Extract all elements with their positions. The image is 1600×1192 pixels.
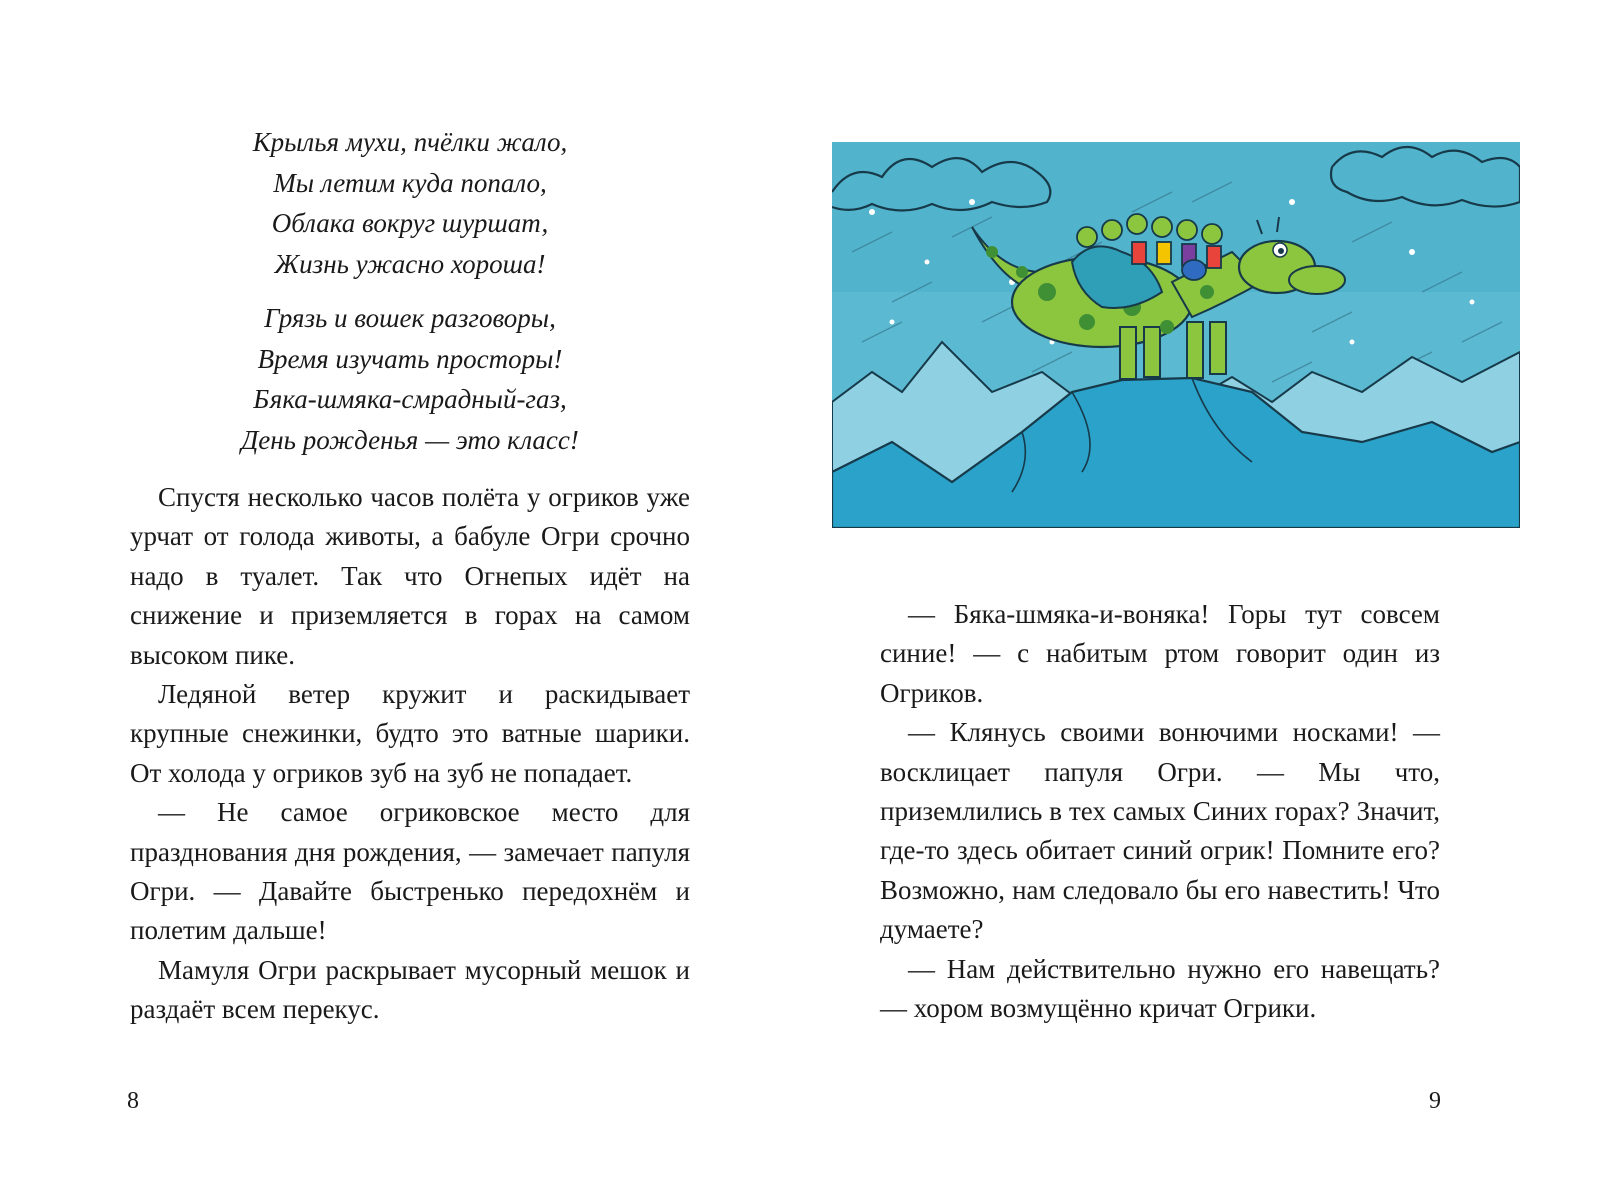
poem-line: Грязь и вошек разговоры, — [264, 303, 556, 333]
paragraph: — Не самое огриковское место для празднования дня рождения, — замечает папуля Огри. — Давайте быстренько передохнём и полетим дальше! — [130, 797, 690, 946]
paragraph: — Клянусь своими вонючими носками! — восклицает папуля Огри. — Мы что, приземлились в тех самых Синих горах? Значит, где-то здесь обитает синий огрик! Помните его? Возможно, нам следовало бы его навестить! Что думаете? — [880, 717, 1440, 945]
poem-line: Облака вокруг шуршат, — [271, 208, 549, 238]
page-number-left: 8 — [127, 1088, 139, 1114]
dragon-on-mountain-picture — [832, 142, 1520, 528]
poem — [130, 122, 690, 460]
poem-line: Крылья мухи, пчёлки жало, — [252, 127, 568, 157]
paragraph: — Нам действительно нужно его навещать? — хором возмущённо кричат Огрики. — [880, 953, 1440, 1024]
left-body-text — [130, 478, 690, 1030]
poem-line: Жизнь ужасно хороша! — [274, 248, 546, 279]
poem-stanza — [130, 122, 690, 284]
right-page — [800, 0, 1600, 1192]
paragraph: Ледяной ветер кружит и раскидывает крупные снежинки, будто это ватные шарики. От холода у огриков зуб на зуб не попадает. — [130, 679, 690, 788]
dragon-illustration — [832, 142, 1520, 528]
poem-line: День рожденья — это класс! — [241, 424, 579, 455]
poem-line: Время изучать просторы! — [257, 343, 563, 374]
poem-line: Бяка-шмяка-смрадный-газ, — [253, 384, 567, 414]
paragraph: Спустя несколько часов полёта у огриков уже урчат от голода животы, а бабуле Огри срочно надо в туалет. Так что Огнепых идёт на снижение и приземляется в горах на самом высоком пике. — [130, 482, 690, 670]
page-number-right: 9 — [1429, 1088, 1441, 1114]
poem-stanza — [130, 298, 690, 460]
right-body-text — [880, 595, 1440, 1028]
paragraph: Мамуля Огри раскрывает мусорный мешок и раздаёт всем перекус. — [130, 954, 690, 1025]
paragraph: — Бяка-шмяка-и-воняка! Горы тут совсем синие! — с набитым ртом говорит один из Огриков. — [880, 599, 1440, 708]
poem-line: Мы летим куда попало, — [273, 167, 547, 198]
